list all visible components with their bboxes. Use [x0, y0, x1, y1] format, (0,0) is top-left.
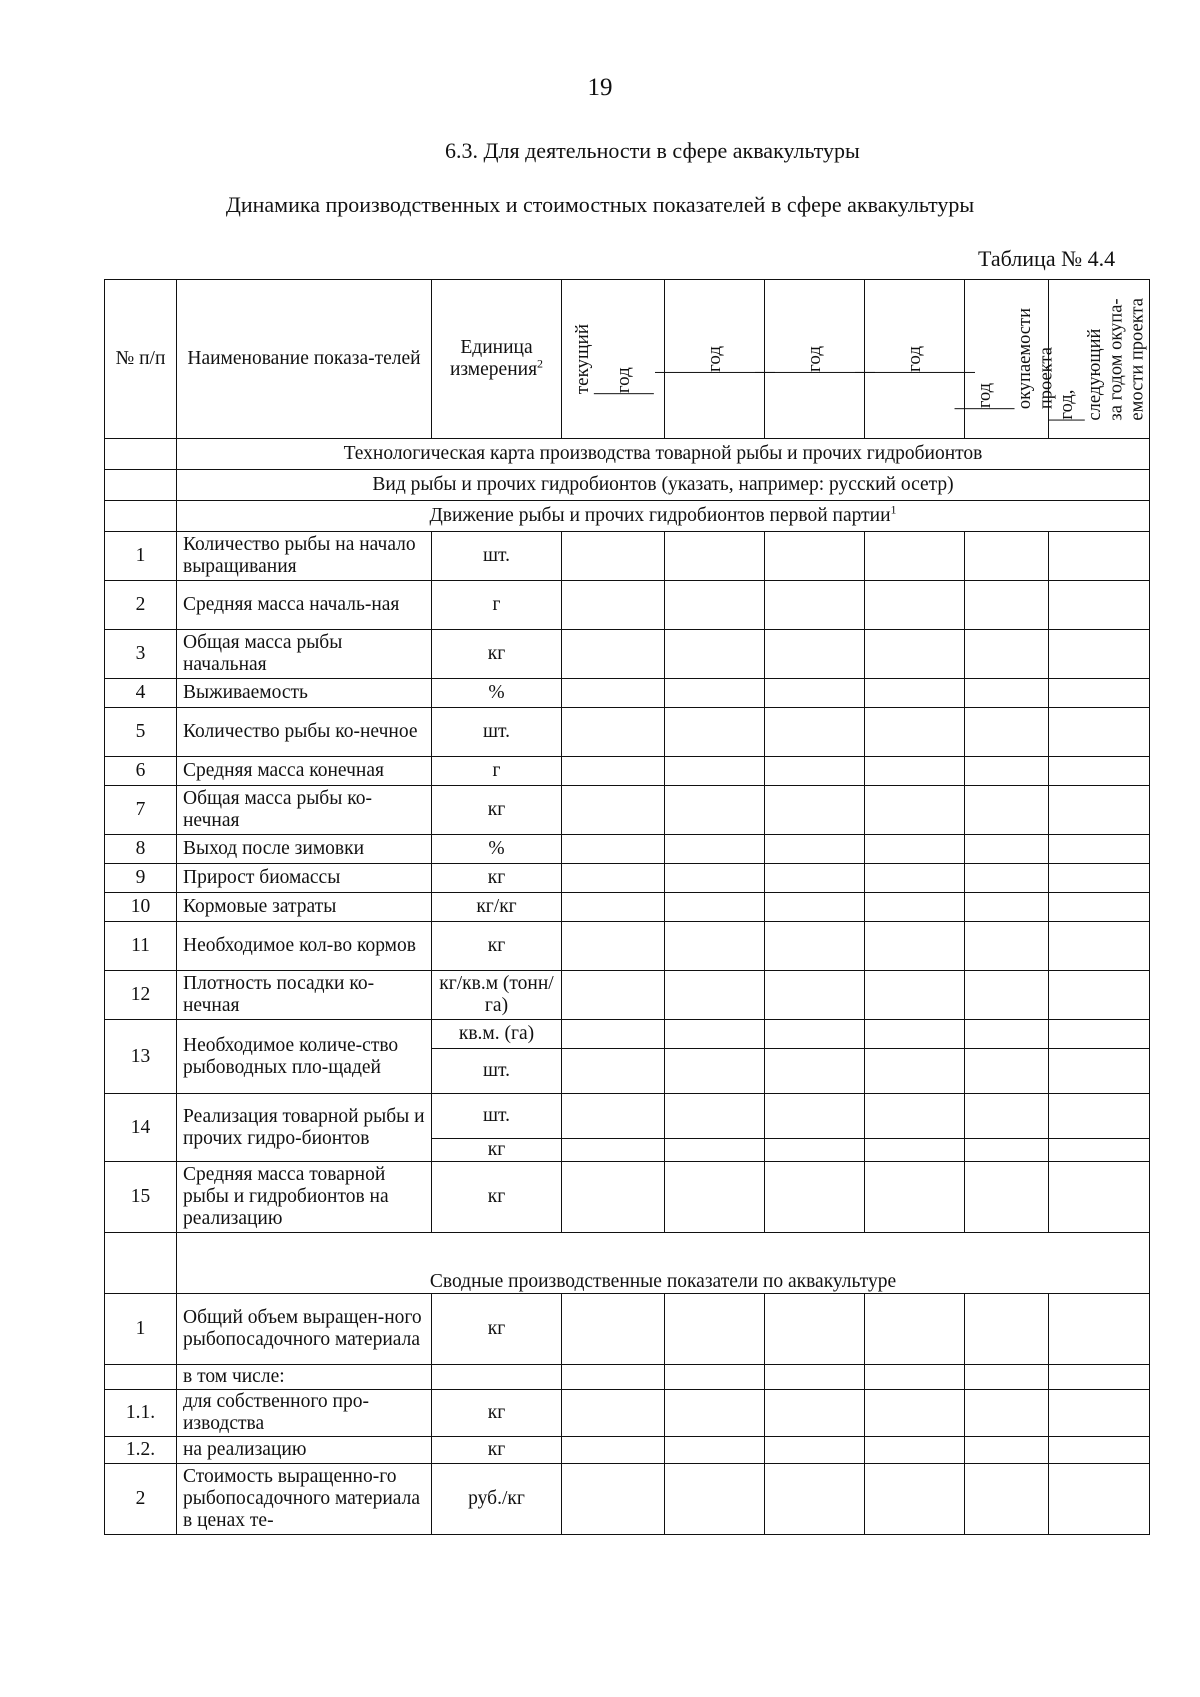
- value-cell: [1049, 893, 1150, 922]
- value-cell: [562, 532, 665, 581]
- value-cell: [665, 893, 765, 922]
- header-unit: [432, 280, 562, 439]
- value-cell: [562, 1162, 665, 1233]
- value-cell: [765, 893, 865, 922]
- value-cell: [865, 630, 965, 679]
- header-row: [105, 280, 1150, 439]
- value-cell: [665, 864, 765, 893]
- table-row: [105, 893, 1150, 922]
- summary-num: 1: [105, 1294, 177, 1365]
- value-cell: [665, 1390, 765, 1437]
- value-cell: [1049, 864, 1150, 893]
- summary-row: [105, 1437, 1150, 1464]
- value-cell: [665, 1139, 765, 1162]
- summary-name: для собственного про-изводства: [177, 1390, 432, 1437]
- value-cell: [1049, 922, 1150, 971]
- value-cell: [665, 1094, 765, 1139]
- value-cell: [865, 708, 965, 757]
- value-cell: [1049, 1390, 1150, 1437]
- summary-row: [105, 1390, 1150, 1437]
- table-row: [105, 922, 1150, 971]
- value-cell: [1049, 1094, 1150, 1139]
- row-num: 6: [105, 757, 177, 786]
- header-year-2-label: год: [703, 345, 725, 372]
- row-num: 3: [105, 630, 177, 679]
- table-row: [105, 1162, 1150, 1233]
- value-cell: [1049, 1139, 1150, 1162]
- section-num-cell: [105, 470, 177, 501]
- section-movement-sup: 1: [890, 502, 897, 517]
- summary-name: Общий объем выращен-ного рыбопосадочного материала: [177, 1294, 432, 1365]
- row-unit: г: [432, 757, 562, 786]
- value-cell: [665, 971, 765, 1020]
- value-cell: [865, 1020, 965, 1049]
- header-next-year: [1049, 280, 1150, 439]
- value-cell: [665, 1162, 765, 1233]
- value-cell: [965, 786, 1049, 835]
- value-cell: [562, 581, 665, 630]
- value-cell: [765, 922, 865, 971]
- header-unit-text: Единица измерения: [449, 337, 538, 380]
- value-cell: [865, 1139, 965, 1162]
- value-cell: [562, 1020, 665, 1049]
- table-row: [105, 757, 1150, 786]
- value-cell: [965, 679, 1049, 708]
- section-tech-card: Технологическая карта производства товарной рыбы и прочих гидробионтов: [177, 439, 1150, 470]
- summary-unit: кг: [432, 1390, 562, 1437]
- value-cell: [765, 1020, 865, 1049]
- value-cell: [1049, 1020, 1150, 1049]
- value-cell: [865, 971, 965, 1020]
- value-cell: [1049, 757, 1150, 786]
- row-name: Реализация товарной рыбы и прочих гидро-бионтов: [177, 1094, 432, 1162]
- value-cell: [562, 786, 665, 835]
- row-unit: %: [432, 835, 562, 864]
- value-cell: [765, 1365, 865, 1390]
- value-cell: [965, 864, 1049, 893]
- summary-unit: кг: [432, 1437, 562, 1464]
- value-cell: [965, 581, 1049, 630]
- row-num: 7: [105, 786, 177, 835]
- summary-num: 1.1.: [105, 1390, 177, 1437]
- value-cell: [562, 1437, 665, 1464]
- header-next-2: следующий: [1085, 328, 1106, 421]
- header-current-year-label: год: [612, 367, 634, 394]
- value-cell: [665, 532, 765, 581]
- row-num: 12: [105, 971, 177, 1020]
- value-cell: [665, 630, 765, 679]
- value-cell: [765, 971, 865, 1020]
- summary-unit: [432, 1365, 562, 1390]
- value-cell: [765, 581, 865, 630]
- value-cell: [865, 835, 965, 864]
- value-cell: [1049, 581, 1150, 630]
- value-cell: [765, 1390, 865, 1437]
- value-cell: [665, 679, 765, 708]
- value-cell: [765, 1162, 865, 1233]
- page-number: 19: [587, 74, 613, 101]
- summary-row: [105, 1294, 1150, 1365]
- header-unit-sup: 2: [537, 356, 544, 371]
- value-cell: [562, 893, 665, 922]
- value-cell: [865, 1094, 965, 1139]
- value-cell: [765, 630, 865, 679]
- summary-num: 1.2.: [105, 1437, 177, 1464]
- header-next-4: емости проекта: [1127, 297, 1148, 421]
- row-name: Количество рыбы на начало выращивания: [177, 532, 432, 581]
- row-unit: кг/кв.м (тонн/га): [432, 971, 562, 1020]
- value-cell: [965, 757, 1049, 786]
- row-unit: шт.: [432, 1094, 562, 1139]
- row-unit: кг: [432, 786, 562, 835]
- value-cell: [965, 1365, 1049, 1390]
- table-row: [105, 971, 1150, 1020]
- value-cell: [965, 1390, 1049, 1437]
- row-unit: кв.м. (га): [432, 1020, 562, 1049]
- value-cell: [865, 922, 965, 971]
- row-num: 5: [105, 708, 177, 757]
- value-cell: [1049, 1437, 1150, 1464]
- header-payback-1: год: [975, 383, 996, 409]
- value-cell: [765, 1049, 865, 1094]
- value-cell: [765, 1139, 865, 1162]
- summary-unit: руб./кг: [432, 1464, 562, 1535]
- row-num: 4: [105, 679, 177, 708]
- row-unit: %: [432, 679, 562, 708]
- value-cell: [765, 1294, 865, 1365]
- value-cell: [1049, 835, 1150, 864]
- value-cell: [865, 1294, 965, 1365]
- table-row: [105, 1020, 1150, 1049]
- value-cell: [562, 708, 665, 757]
- value-cell: [665, 1437, 765, 1464]
- value-cell: [665, 1049, 765, 1094]
- value-cell: [665, 708, 765, 757]
- value-cell: [965, 1162, 1049, 1233]
- header-current-year: [562, 280, 665, 439]
- value-cell: [562, 1139, 665, 1162]
- value-cell: [765, 679, 865, 708]
- section-title: 6.3. Для деятельности в сфере аквакультуры: [445, 138, 860, 163]
- value-cell: [865, 864, 965, 893]
- row-unit: кг: [432, 1162, 562, 1233]
- table-row: [105, 679, 1150, 708]
- value-cell: [562, 864, 665, 893]
- value-cell: [562, 1365, 665, 1390]
- summary-name: на реализацию: [177, 1437, 432, 1464]
- value-cell: [562, 757, 665, 786]
- header-next-1: год,: [1057, 389, 1078, 420]
- row-num: 10: [105, 893, 177, 922]
- section-summary: Сводные производственные показатели по аквакультуре: [177, 1233, 1150, 1294]
- header-year-3-label: год: [803, 345, 825, 372]
- indicator-rows: [105, 532, 1150, 1233]
- value-cell: [562, 971, 665, 1020]
- value-cell: [1049, 1464, 1150, 1535]
- value-cell: [665, 1464, 765, 1535]
- value-cell: [765, 1437, 865, 1464]
- section-row-movement: [105, 501, 1150, 532]
- value-cell: [865, 581, 965, 630]
- header-year-4-label: год: [903, 345, 925, 372]
- summary-rows: [105, 1294, 1150, 1535]
- value-cell: [965, 1294, 1049, 1365]
- value-cell: [865, 679, 965, 708]
- row-unit: кг: [432, 630, 562, 679]
- row-name: Необходимое количе-ство рыбоводных пло-щадей: [177, 1020, 432, 1094]
- row-num: 14: [105, 1094, 177, 1162]
- row-name: Кормовые затраты: [177, 893, 432, 922]
- section-row-summary: [105, 1233, 1150, 1294]
- value-cell: [562, 835, 665, 864]
- row-unit: кг: [432, 922, 562, 971]
- value-cell: [765, 757, 865, 786]
- value-cell: [765, 835, 865, 864]
- value-cell: [965, 1437, 1049, 1464]
- summary-row: [105, 1365, 1150, 1390]
- row-unit: шт.: [432, 708, 562, 757]
- value-cell: [1049, 1365, 1150, 1390]
- value-cell: [965, 708, 1049, 757]
- value-cell: [562, 630, 665, 679]
- value-cell: [765, 1464, 865, 1535]
- value-cell: [665, 757, 765, 786]
- summary-name: в том числе:: [177, 1365, 432, 1390]
- value-cell: [665, 581, 765, 630]
- value-cell: [965, 835, 1049, 864]
- table-row: [105, 581, 1150, 630]
- section-num-cell: [105, 1233, 177, 1294]
- value-cell: [865, 532, 965, 581]
- value-cell: [865, 757, 965, 786]
- row-unit: кг: [432, 1139, 562, 1162]
- row-name: Средняя масса товарной рыбы и гидробионтов на реализацию: [177, 1162, 432, 1233]
- row-name: Средняя масса началь-ная: [177, 581, 432, 630]
- value-cell: [1049, 1162, 1150, 1233]
- value-cell: [965, 922, 1049, 971]
- row-unit: кг: [432, 864, 562, 893]
- value-cell: [1049, 532, 1150, 581]
- header-name: Наименование показа-телей: [177, 280, 432, 439]
- value-cell: [665, 1294, 765, 1365]
- table-row: [105, 786, 1150, 835]
- row-unit: кг/кг: [432, 893, 562, 922]
- summary-num: [105, 1365, 177, 1390]
- table-row: [105, 1094, 1150, 1139]
- value-cell: [965, 1049, 1049, 1094]
- section-movement-text: Движение рыбы и прочих гидробионтов первой партии: [429, 505, 891, 527]
- header-payback-2: окупаемости: [1015, 308, 1036, 410]
- value-cell: [965, 1464, 1049, 1535]
- value-cell: [1049, 1294, 1150, 1365]
- value-cell: [765, 708, 865, 757]
- summary-num: 2: [105, 1464, 177, 1535]
- value-cell: [1049, 971, 1150, 1020]
- row-num: 11: [105, 922, 177, 971]
- value-cell: [865, 1464, 965, 1535]
- row-name: Плотность посадки ко-нечная: [177, 971, 432, 1020]
- section-row-species: [105, 470, 1150, 501]
- value-cell: [865, 893, 965, 922]
- header-year-3: [765, 280, 865, 439]
- value-cell: [965, 630, 1049, 679]
- table-row: [105, 835, 1150, 864]
- section-num-cell: [105, 501, 177, 532]
- header-current-label: текущий: [572, 323, 594, 395]
- row-num: 9: [105, 864, 177, 893]
- value-cell: [1049, 630, 1150, 679]
- header-num: № п/п: [105, 280, 177, 439]
- table-row: [105, 708, 1150, 757]
- value-cell: [765, 786, 865, 835]
- header-payback-year: [965, 280, 1057, 439]
- value-cell: [1049, 679, 1150, 708]
- section-num-cell: [105, 439, 177, 470]
- row-unit: шт.: [432, 1049, 562, 1094]
- value-cell: [665, 835, 765, 864]
- section-species: Вид рыбы и прочих гидробионтов (указать, например: русский осетр): [177, 470, 1150, 501]
- section-row-tech-card: [105, 439, 1150, 470]
- value-cell: [562, 1049, 665, 1094]
- value-cell: [965, 1139, 1049, 1162]
- table-number: Таблица № 4.4: [978, 246, 1116, 271]
- value-cell: [665, 1020, 765, 1049]
- value-cell: [765, 864, 865, 893]
- row-name: Выживаемость: [177, 679, 432, 708]
- summary-row: [105, 1464, 1150, 1535]
- value-cell: [562, 1294, 665, 1365]
- summary-name: Стоимость выращенно-го рыбопосадочного материала в ценах те-: [177, 1464, 432, 1535]
- indicators-table: [104, 279, 1150, 1535]
- value-cell: [965, 1094, 1049, 1139]
- summary-unit: кг: [432, 1294, 562, 1365]
- value-cell: [965, 893, 1049, 922]
- value-cell: [965, 971, 1049, 1020]
- value-cell: [865, 1390, 965, 1437]
- value-cell: [865, 1437, 965, 1464]
- row-name: Количество рыбы ко-нечное: [177, 708, 432, 757]
- row-num: 15: [105, 1162, 177, 1233]
- value-cell: [865, 1049, 965, 1094]
- value-cell: [665, 786, 765, 835]
- value-cell: [665, 1365, 765, 1390]
- value-cell: [865, 1365, 965, 1390]
- value-cell: [562, 1390, 665, 1437]
- value-cell: [665, 922, 765, 971]
- row-unit: г: [432, 581, 562, 630]
- row-num: 1: [105, 532, 177, 581]
- row-num: 8: [105, 835, 177, 864]
- value-cell: [765, 1094, 865, 1139]
- value-cell: [1049, 1049, 1150, 1094]
- header-year-2: [665, 280, 765, 439]
- row-name: Необходимое кол-во кормов: [177, 922, 432, 971]
- table-row: [105, 864, 1150, 893]
- row-unit: шт.: [432, 532, 562, 581]
- header-next-3: за годом окупа-: [1106, 298, 1127, 421]
- section-movement: [177, 501, 1150, 532]
- row-num: 2: [105, 581, 177, 630]
- value-cell: [1049, 708, 1150, 757]
- value-cell: [865, 1162, 965, 1233]
- value-cell: [1049, 786, 1150, 835]
- value-cell: [965, 1020, 1049, 1049]
- row-name: Общая масса рыбы ко-нечная: [177, 786, 432, 835]
- row-name: Прирост биомассы: [177, 864, 432, 893]
- value-cell: [562, 1464, 665, 1535]
- header-payback-3: проекта: [1036, 347, 1057, 410]
- value-cell: [765, 532, 865, 581]
- value-cell: [865, 786, 965, 835]
- value-cell: [562, 679, 665, 708]
- header-year-4: [865, 280, 965, 439]
- row-name: Общая масса рыбы начальная: [177, 630, 432, 679]
- row-name: Выход после зимовки: [177, 835, 432, 864]
- table-title: Динамика производственных и стоимостных показателей в сфере аквакультуры: [225, 192, 975, 217]
- value-cell: [562, 922, 665, 971]
- row-name: Средняя масса конечная: [177, 757, 432, 786]
- value-cell: [562, 1094, 665, 1139]
- table-row: [105, 532, 1150, 581]
- row-num: 13: [105, 1020, 177, 1094]
- table-row: [105, 630, 1150, 679]
- value-cell: [965, 532, 1049, 581]
